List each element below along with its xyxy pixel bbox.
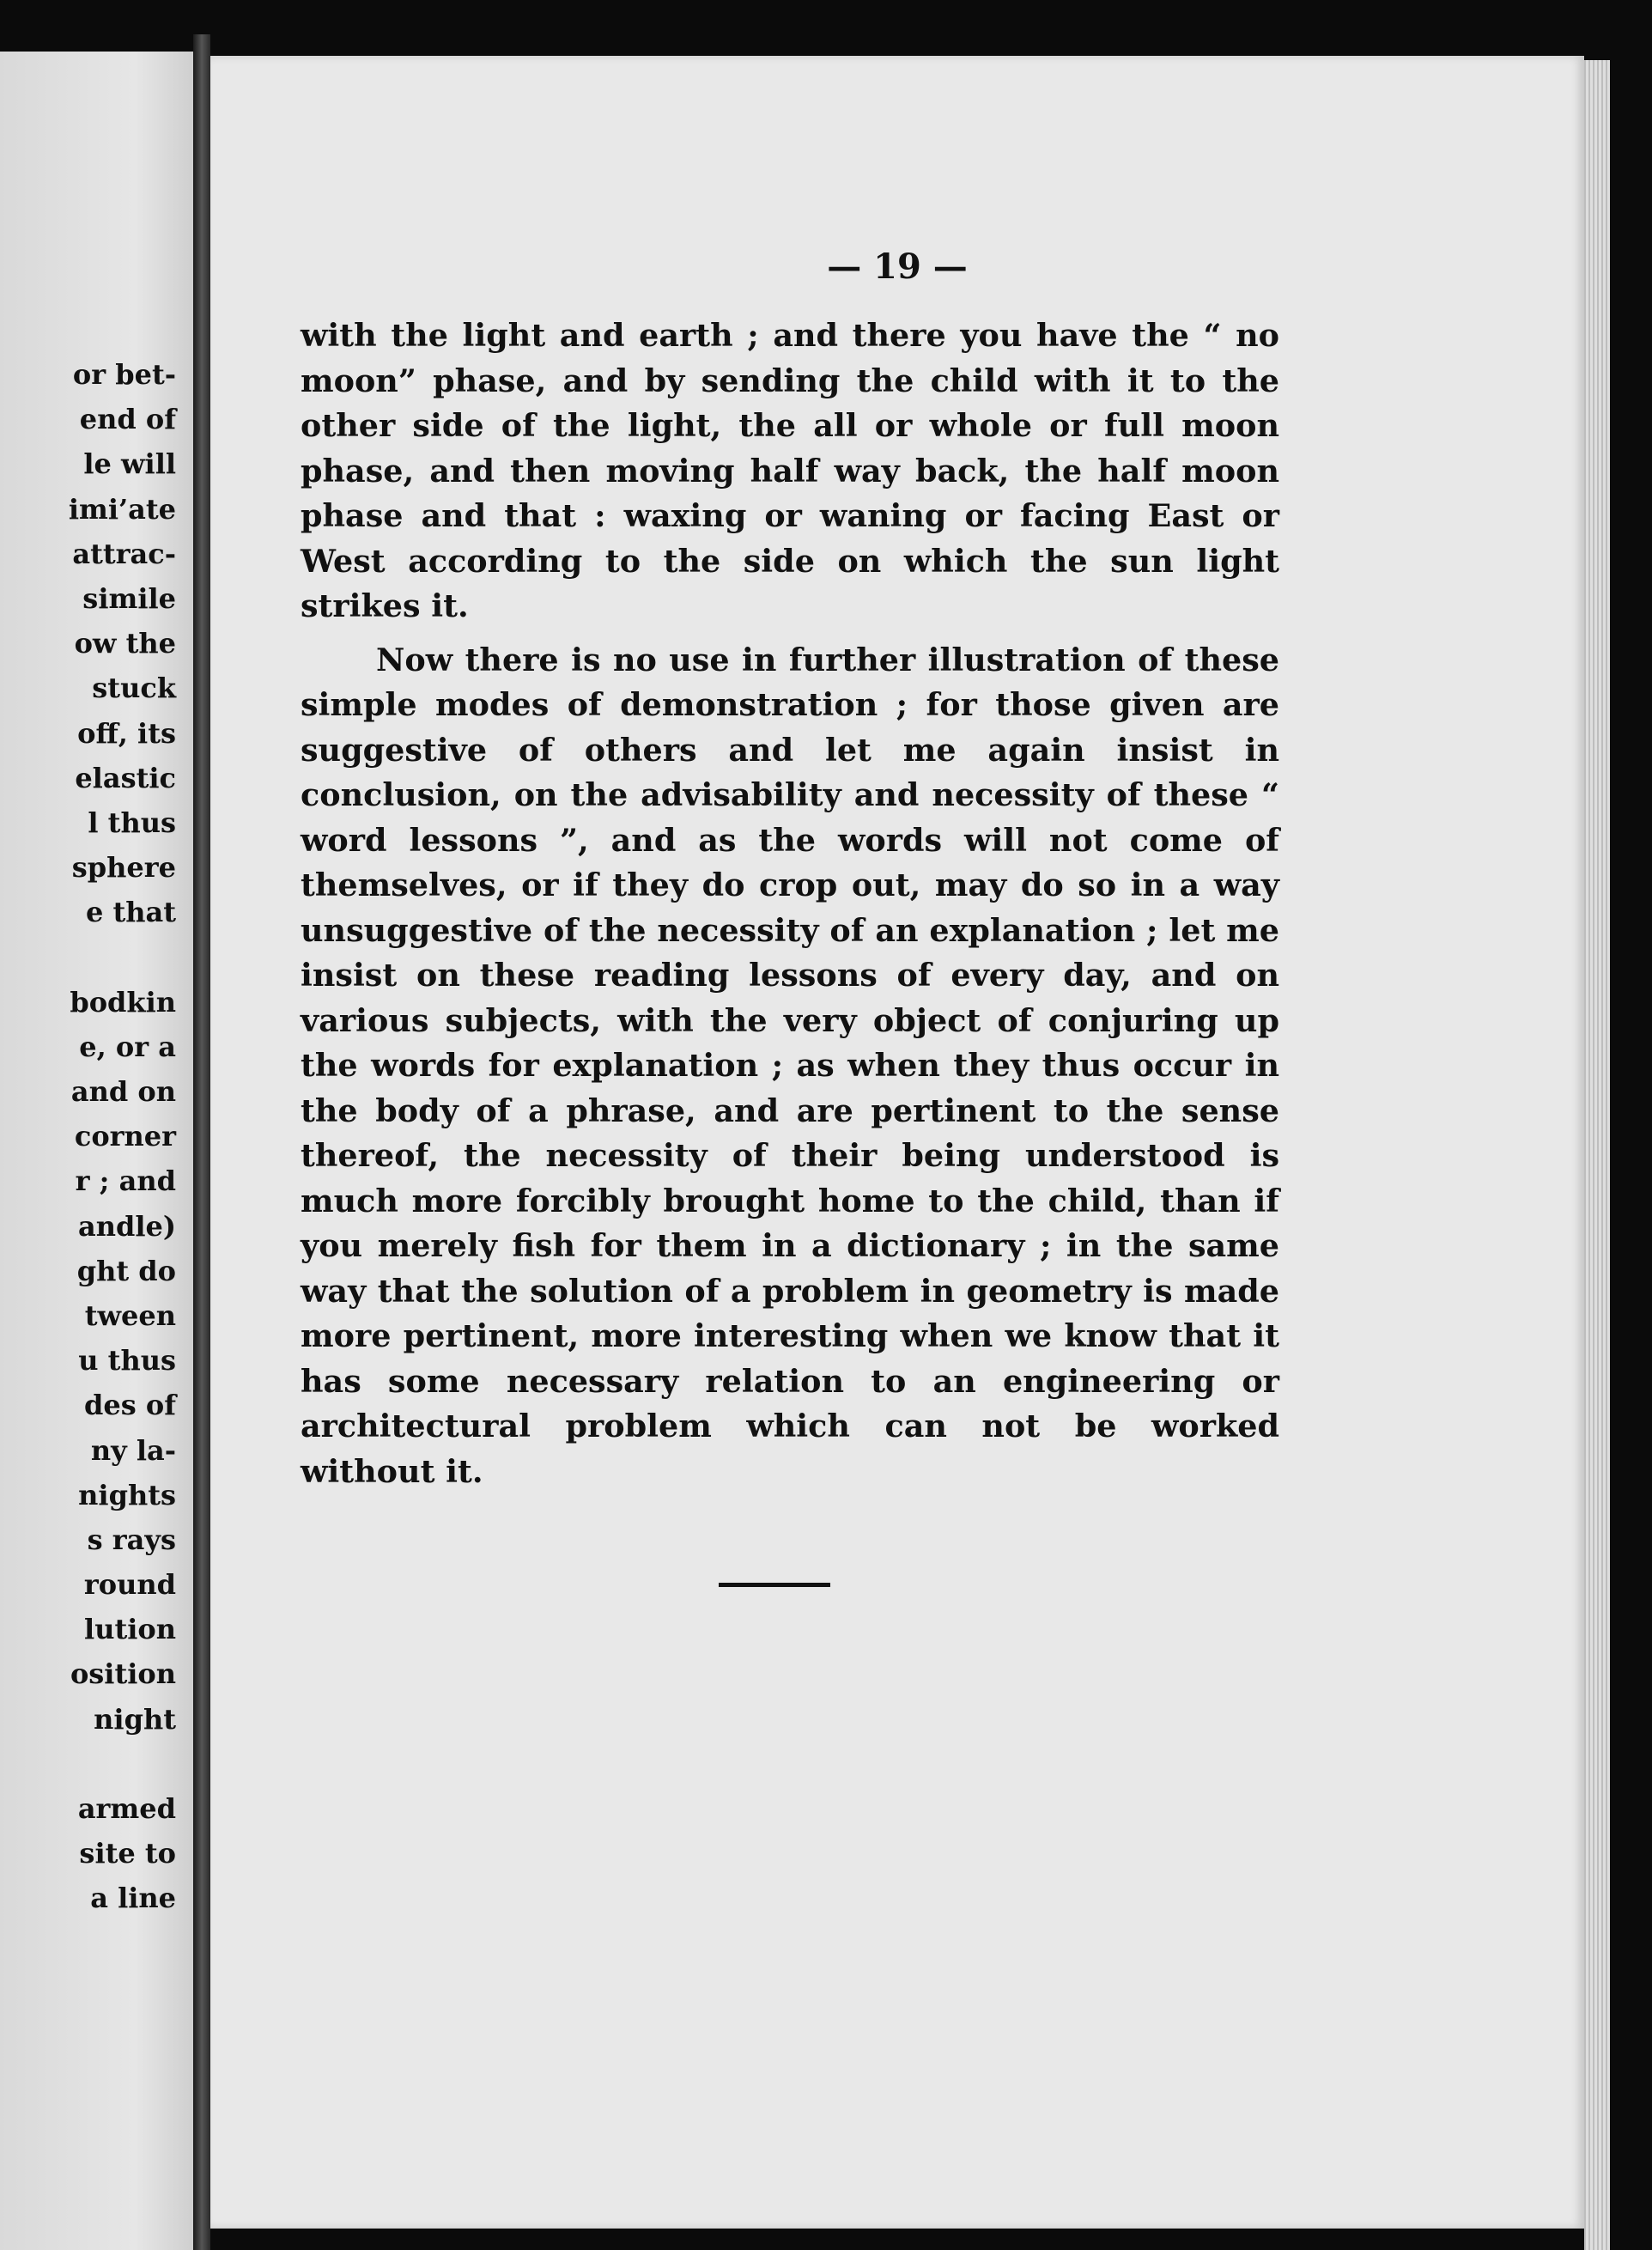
facing-page-line: tween — [84, 1298, 176, 1332]
facing-page-line: night — [94, 1702, 176, 1736]
facing-page-line: r ; and — [75, 1165, 176, 1198]
book-gutter — [193, 34, 210, 2250]
facing-page-line: simile — [82, 581, 176, 615]
paragraph: Now there is no use in further illustration of these simple modes of demonstration ; for those given are suggestive of others and let me again insist in conclusion, on the advisability and necessity of these “ word lessons ”, and as the words will not come of themselves, or if they do crop out, may do so in a way unsuggestive of the necessity of an explanation ; let me insist on these reading lessons of every day, and on various subjects, with the very object of conjuring up the words for explanation ; as when they thus occur in the body of a phrase, and are pertinent to the sense thereof, the necessity of their being understood is much more forcibly brought home to the child, than if you merely fish for them in a dictionary ; in the same way that the solution of a problem in geometry is made more pertinent, more interesting when we know that it has some necessary relation to an engineering or architectural problem which can not be worked without it. — [301, 641, 1279, 1490]
facing-page-line: armed — [77, 1792, 176, 1825]
facing-page-line: ny la- — [90, 1433, 176, 1467]
facing-page-line — [4, 1742, 176, 1786]
facing-page-text — [4, 352, 176, 1921]
section-end-rule — [719, 1583, 830, 1587]
facing-page-line: end of — [79, 403, 176, 436]
facing-page-line: and on — [70, 1075, 176, 1108]
facing-page-line: ow the — [74, 627, 176, 660]
facing-page-fragment — [0, 52, 193, 2250]
facing-page-line: sphere — [71, 851, 176, 885]
facing-page-line: corner — [74, 1120, 176, 1153]
facing-page-line: des of — [84, 1389, 176, 1422]
page-stack-edge — [1584, 60, 1610, 2250]
facing-page-line: e that — [85, 896, 176, 929]
facing-page-line: site to — [79, 1837, 176, 1870]
book-page — [210, 56, 1584, 2229]
page-number: — 19 — — [827, 246, 968, 287]
facing-page-line: nights — [78, 1478, 176, 1511]
facing-page-line: e, or a — [79, 1030, 176, 1063]
facing-page-line: or bet- — [72, 358, 176, 391]
facing-page-line: attrac- — [72, 537, 176, 570]
facing-page-line: l thus — [88, 806, 176, 839]
facing-page-line: off, its — [77, 716, 176, 750]
facing-page-line: s rays — [87, 1523, 176, 1556]
facing-page-line: le will — [83, 447, 176, 481]
facing-page-line: lution — [84, 1613, 176, 1646]
facing-page-line: u thus — [78, 1344, 176, 1377]
facing-page-line — [4, 934, 176, 979]
facing-page-line: imi’ate — [68, 492, 176, 526]
facing-page-line: bodkin — [70, 985, 176, 1019]
facing-page-line: ght do — [76, 1254, 176, 1287]
facing-page-line: osition — [70, 1657, 176, 1691]
page-body — [301, 313, 1279, 1494]
facing-page-line: a line — [90, 1882, 176, 1915]
facing-page-line: stuck — [92, 672, 176, 705]
paragraph: with the light and earth ; and there you have the “ no moon” phase, and by sending the child with it to the other side of the light, the all or whole or full moon phase, and then moving half way back, the half moon phase and that : waxing or waning or facing East or West according to the side on which the sun light strikes it. — [301, 317, 1279, 624]
facing-page-line: andle) — [77, 1209, 176, 1243]
facing-page-line: elastic — [75, 761, 176, 794]
facing-page-line: round — [83, 1568, 176, 1602]
